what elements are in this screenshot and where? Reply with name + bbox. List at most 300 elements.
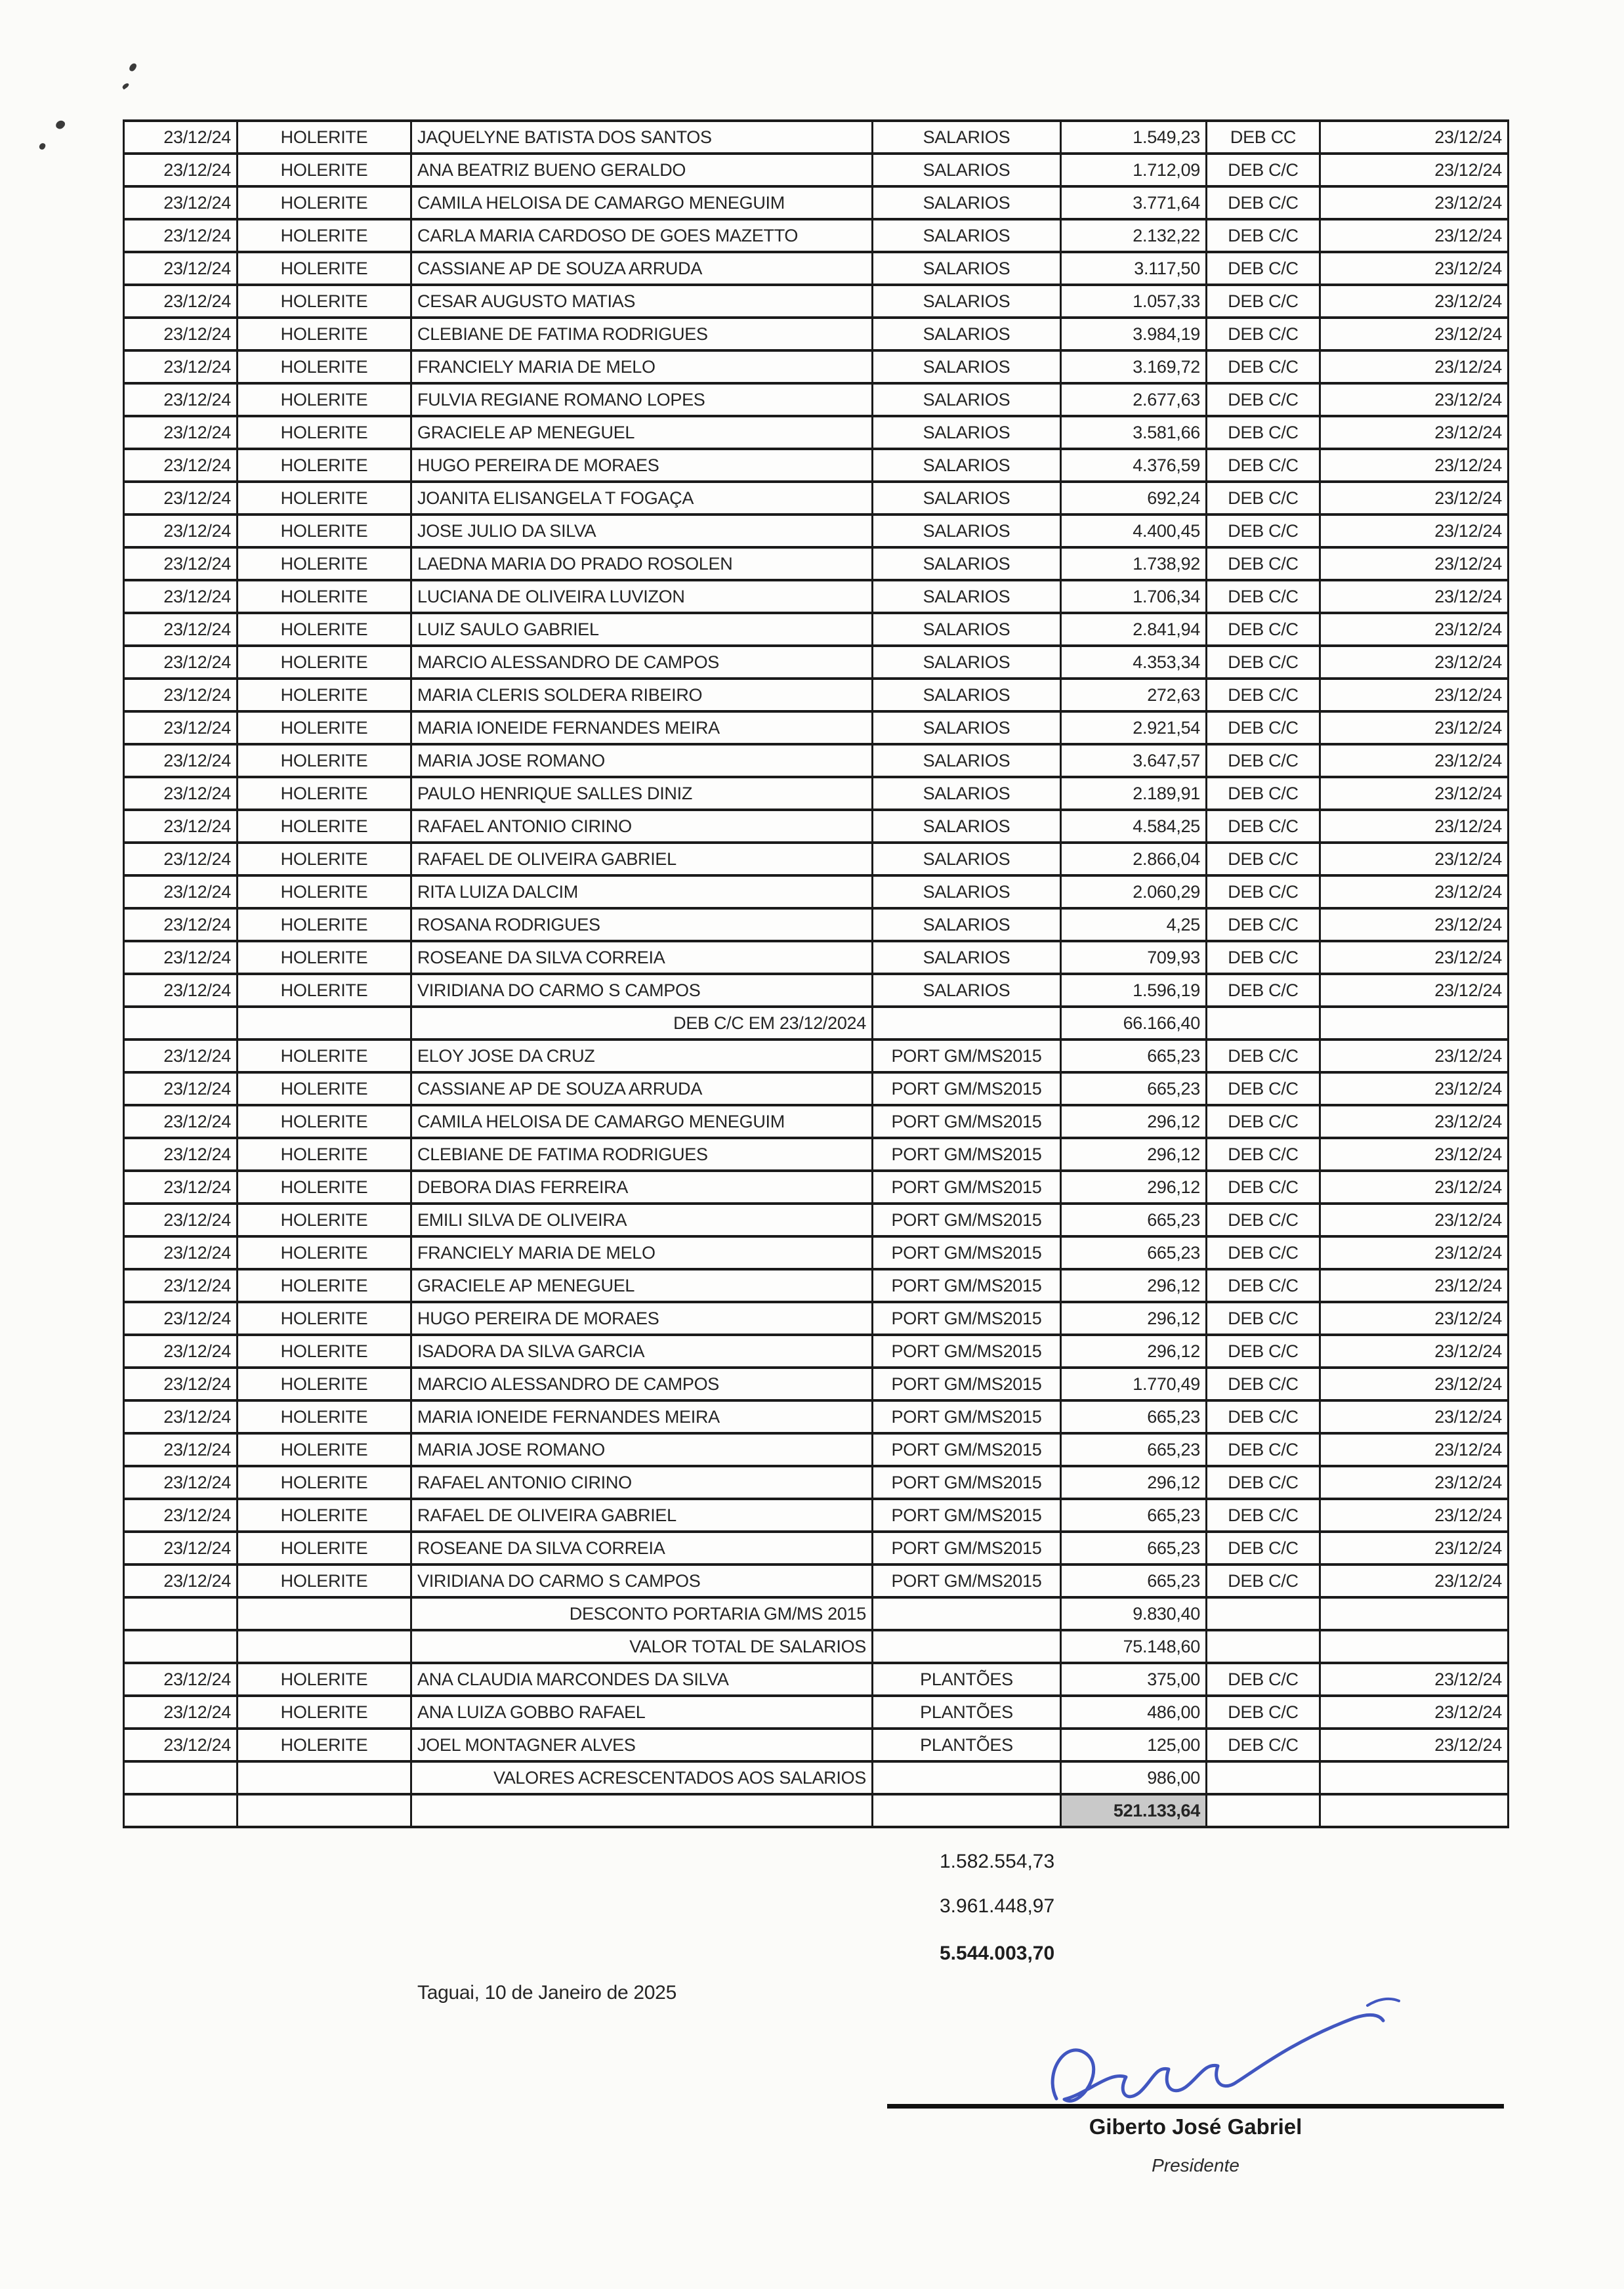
cell-value: 9.830,40 xyxy=(1061,1597,1207,1630)
cell-category xyxy=(873,1007,1061,1040)
cell-debit-date: 23/12/24 xyxy=(124,1269,238,1302)
place-date-line: Taguai, 10 de Janeiro de 2025 xyxy=(417,1982,677,2004)
cell-doc-type: HOLERITE xyxy=(238,646,411,679)
cell-value: 1.712,09 xyxy=(1061,154,1207,186)
cell-category: PLANTÕES xyxy=(873,1696,1061,1729)
cell-debit-date: 23/12/24 xyxy=(124,449,238,482)
cell-doc-type: HOLERITE xyxy=(238,1400,411,1433)
cell-value: 486,00 xyxy=(1061,1696,1207,1729)
cell-debit-kind: DEB C/C xyxy=(1207,777,1320,810)
cell-debit-kind: DEB C/C xyxy=(1207,154,1320,186)
cell-category: SALARIOS xyxy=(873,843,1061,875)
cell-subtotal-label: DESCONTO PORTARIA GM/MS 2015 xyxy=(411,1597,873,1630)
signature-accent-stroke xyxy=(1367,1999,1399,2006)
cell-debit-kind xyxy=(1207,1630,1320,1663)
cell-doc-type: HOLERITE xyxy=(238,121,411,154)
cell-category: SALARIOS xyxy=(873,514,1061,547)
cell-debit-kind: DEB C/C xyxy=(1207,875,1320,908)
cell-name: MARCIO ALESSANDRO DE CAMPOS xyxy=(411,646,873,679)
total-row xyxy=(124,1794,1509,1827)
cell-debit-date xyxy=(124,1630,238,1663)
cell-doc-type xyxy=(238,1007,411,1040)
ledger-row xyxy=(124,154,1509,186)
cell-subtotal-label: VALORES ACRESCENTADOS AOS SALARIOS xyxy=(411,1761,873,1794)
cell-value: 3.647,57 xyxy=(1061,744,1207,777)
cell-debit-date: 23/12/24 xyxy=(124,1663,238,1696)
cell-doc-type: HOLERITE xyxy=(238,1368,411,1400)
cell-value: 665,23 xyxy=(1061,1564,1207,1597)
cell-debit-date: 23/12/24 xyxy=(124,1072,238,1105)
cell-doc-type: HOLERITE xyxy=(238,1236,411,1269)
cell-value: 2.921,54 xyxy=(1061,711,1207,744)
cell-value: 3.771,64 xyxy=(1061,186,1207,219)
cell-debit-date: 23/12/24 xyxy=(124,1433,238,1466)
cell-name: RAFAEL ANTONIO CIRINO xyxy=(411,1466,873,1499)
cell-debit-kind: DEB C/C xyxy=(1207,1400,1320,1433)
cell-credit-date: 23/12/24 xyxy=(1320,810,1509,843)
ledger-row xyxy=(124,1663,1509,1696)
cell-debit-kind: DEB C/C xyxy=(1207,1663,1320,1696)
ledger-row xyxy=(124,1236,1509,1269)
ledger-row xyxy=(124,1072,1509,1105)
ledger-row xyxy=(124,1564,1509,1597)
ledger-row xyxy=(124,1040,1509,1072)
cell-category: SALARIOS xyxy=(873,777,1061,810)
cell-category: PORT GM/MS2015 xyxy=(873,1204,1061,1236)
cell-subtotal-label: VALOR TOTAL DE SALARIOS xyxy=(411,1630,873,1663)
cell-category: SALARIOS xyxy=(873,154,1061,186)
cell-debit-kind: DEB C/C xyxy=(1207,547,1320,580)
cell-name: ROSEANE DA SILVA CORREIA xyxy=(411,941,873,974)
cell-name: DEBORA DIAS FERREIRA xyxy=(411,1171,873,1204)
cell-value: 375,00 xyxy=(1061,1663,1207,1696)
cell-doc-type: HOLERITE xyxy=(238,1105,411,1138)
cell-debit-kind: DEB C/C xyxy=(1207,1532,1320,1564)
cell-category: PORT GM/MS2015 xyxy=(873,1335,1061,1368)
cell-credit-date: 23/12/24 xyxy=(1320,1105,1509,1138)
cell-debit-kind: DEB C/C xyxy=(1207,974,1320,1007)
cell-doc-type xyxy=(238,1630,411,1663)
cell-doc-type: HOLERITE xyxy=(238,1204,411,1236)
cell-debit-kind: DEB C/C xyxy=(1207,1433,1320,1466)
cell-name: RAFAEL ANTONIO CIRINO xyxy=(411,810,873,843)
cell-debit-kind: DEB C/C xyxy=(1207,1499,1320,1532)
cell-credit-date: 23/12/24 xyxy=(1320,1499,1509,1532)
scan-speck xyxy=(54,119,66,131)
ledger-row xyxy=(124,1696,1509,1729)
cell-name: MARIA JOSE ROMANO xyxy=(411,744,873,777)
ledger-row xyxy=(124,1138,1509,1171)
cell-category: PORT GM/MS2015 xyxy=(873,1171,1061,1204)
cell-name: ISADORA DA SILVA GARCIA xyxy=(411,1335,873,1368)
cell-name: MARIA JOSE ROMANO xyxy=(411,1433,873,1466)
cell-debit-kind: DEB C/C xyxy=(1207,318,1320,350)
cell-doc-type: HOLERITE xyxy=(238,547,411,580)
ledger-row xyxy=(124,121,1509,154)
cell-name: LAEDNA MARIA DO PRADO ROSOLEN xyxy=(411,547,873,580)
ledger-row xyxy=(124,482,1509,514)
cell-debit-kind: DEB C/C xyxy=(1207,186,1320,219)
ledger-row xyxy=(124,941,1509,974)
subtotal-row xyxy=(124,1597,1509,1630)
cell-debit-date: 23/12/24 xyxy=(124,974,238,1007)
cell-credit-date: 23/12/24 xyxy=(1320,121,1509,154)
cell-name: PAULO HENRIQUE SALLES DINIZ xyxy=(411,777,873,810)
ledger-row xyxy=(124,777,1509,810)
cell-name: JOANITA ELISANGELA T FOGAÇA xyxy=(411,482,873,514)
cell-name: CESAR AUGUSTO MATIAS xyxy=(411,285,873,318)
cell-credit-date: 23/12/24 xyxy=(1320,1236,1509,1269)
ledger-row xyxy=(124,711,1509,744)
cell-debit-date: 23/12/24 xyxy=(124,777,238,810)
cell-category: SALARIOS xyxy=(873,580,1061,613)
cell-debit-date: 23/12/24 xyxy=(124,646,238,679)
cell-doc-type: HOLERITE xyxy=(238,1564,411,1597)
cell-doc-type: HOLERITE xyxy=(238,1072,411,1105)
cell-name: LUCIANA DE OLIVEIRA LUVIZON xyxy=(411,580,873,613)
cell-value: 692,24 xyxy=(1061,482,1207,514)
cell-name: GRACIELE AP MENEGUEL xyxy=(411,416,873,449)
cell-debit-date: 23/12/24 xyxy=(124,318,238,350)
cell-debit-date: 23/12/24 xyxy=(124,1696,238,1729)
ledger-row xyxy=(124,285,1509,318)
cell-debit-kind xyxy=(1207,1794,1320,1827)
cell-doc-type: HOLERITE xyxy=(238,416,411,449)
cell-debit-date: 23/12/24 xyxy=(124,1204,238,1236)
ledger-row xyxy=(124,1368,1509,1400)
cell-debit-kind: DEB C/C xyxy=(1207,219,1320,252)
cell-doc-type xyxy=(238,1761,411,1794)
cell-credit-date: 23/12/24 xyxy=(1320,1400,1509,1433)
signature-line xyxy=(887,2104,1504,2109)
cell-debit-date: 23/12/24 xyxy=(124,810,238,843)
cell-category: PORT GM/MS2015 xyxy=(873,1564,1061,1597)
cell-credit-date: 23/12/24 xyxy=(1320,1335,1509,1368)
cell-name: CLEBIANE DE FATIMA RODRIGUES xyxy=(411,1138,873,1171)
cell-doc-type: HOLERITE xyxy=(238,285,411,318)
cell-value: 1.706,34 xyxy=(1061,580,1207,613)
cell-debit-date: 23/12/24 xyxy=(124,416,238,449)
cell-value: 296,12 xyxy=(1061,1171,1207,1204)
cell-doc-type: HOLERITE xyxy=(238,449,411,482)
cell-value: 66.166,40 xyxy=(1061,1007,1207,1040)
ledger-row xyxy=(124,350,1509,383)
cell-debit-date: 23/12/24 xyxy=(124,1532,238,1564)
ledger-row xyxy=(124,908,1509,941)
cell-debit-date xyxy=(124,1794,238,1827)
cell-debit-kind: DEB C/C xyxy=(1207,416,1320,449)
cell-debit-kind: DEB C/C xyxy=(1207,1729,1320,1761)
cell-category: PORT GM/MS2015 xyxy=(873,1433,1061,1466)
subtotal-row xyxy=(124,1761,1509,1794)
cell-credit-date: 23/12/24 xyxy=(1320,1302,1509,1335)
cell-category xyxy=(873,1630,1061,1663)
cell-credit-date: 23/12/24 xyxy=(1320,1433,1509,1466)
cell-name: CARLA MARIA CARDOSO DE GOES MAZETTO xyxy=(411,219,873,252)
ledger-row xyxy=(124,219,1509,252)
cell-credit-date: 23/12/24 xyxy=(1320,1663,1509,1696)
cell-name: CAMILA HELOISA DE CAMARGO MENEGUIM xyxy=(411,1105,873,1138)
cell-debit-date: 23/12/24 xyxy=(124,1729,238,1761)
cell-name: ROSEANE DA SILVA CORREIA xyxy=(411,1532,873,1564)
cell-credit-date: 23/12/24 xyxy=(1320,843,1509,875)
cell-debit-kind xyxy=(1207,1597,1320,1630)
cell-debit-kind: DEB C/C xyxy=(1207,350,1320,383)
cell-debit-kind: DEB CC xyxy=(1207,121,1320,154)
cell-name: CAMILA HELOISA DE CAMARGO MENEGUIM xyxy=(411,186,873,219)
cell-credit-date: 23/12/24 xyxy=(1320,1368,1509,1400)
cell-debit-date: 23/12/24 xyxy=(124,482,238,514)
ledger-row xyxy=(124,843,1509,875)
cell-debit-date: 23/12/24 xyxy=(124,843,238,875)
cell-debit-date: 23/12/24 xyxy=(124,744,238,777)
ledger-row xyxy=(124,1105,1509,1138)
cell-name: FULVIA REGIANE ROMANO LOPES xyxy=(411,383,873,416)
cell-doc-type: HOLERITE xyxy=(238,941,411,974)
cell-credit-date: 23/12/24 xyxy=(1320,941,1509,974)
cell-value: 1.770,49 xyxy=(1061,1368,1207,1400)
cell-doc-type: HOLERITE xyxy=(238,186,411,219)
ledger-row xyxy=(124,1400,1509,1433)
cell-value: 2.677,63 xyxy=(1061,383,1207,416)
cell-category: PORT GM/MS2015 xyxy=(873,1138,1061,1171)
cell-credit-date: 23/12/24 xyxy=(1320,482,1509,514)
cell-value: 709,93 xyxy=(1061,941,1207,974)
cell-name: MARCIO ALESSANDRO DE CAMPOS xyxy=(411,1368,873,1400)
cell-doc-type: HOLERITE xyxy=(238,908,411,941)
cell-doc-type: HOLERITE xyxy=(238,252,411,285)
cell-debit-kind: DEB C/C xyxy=(1207,1696,1320,1729)
cell-debit-kind: DEB C/C xyxy=(1207,383,1320,416)
cell-category: SALARIOS xyxy=(873,121,1061,154)
ledger-row xyxy=(124,318,1509,350)
cell-category: SALARIOS xyxy=(873,383,1061,416)
cell-name: ANA BEATRIZ BUENO GERALDO xyxy=(411,154,873,186)
cell-doc-type: HOLERITE xyxy=(238,711,411,744)
cell-credit-date: 23/12/24 xyxy=(1320,1204,1509,1236)
cell-doc-type: HOLERITE xyxy=(238,1433,411,1466)
cell-debit-kind: DEB C/C xyxy=(1207,1236,1320,1269)
cell-credit-date: 23/12/24 xyxy=(1320,350,1509,383)
cell-doc-type: HOLERITE xyxy=(238,1466,411,1499)
ledger-row xyxy=(124,580,1509,613)
cell-name: LUIZ SAULO GABRIEL xyxy=(411,613,873,646)
cell-debit-date: 23/12/24 xyxy=(124,580,238,613)
cell-debit-date: 23/12/24 xyxy=(124,547,238,580)
cell-debit-date: 23/12/24 xyxy=(124,1105,238,1138)
cell-value: 665,23 xyxy=(1061,1532,1207,1564)
cell-category: PORT GM/MS2015 xyxy=(873,1302,1061,1335)
cell-debit-date: 23/12/24 xyxy=(124,1400,238,1433)
cell-credit-date: 23/12/24 xyxy=(1320,875,1509,908)
cell-value: 296,12 xyxy=(1061,1302,1207,1335)
cell-category: SALARIOS xyxy=(873,908,1061,941)
cell-category: PORT GM/MS2015 xyxy=(873,1532,1061,1564)
cell-credit-date xyxy=(1320,1597,1509,1630)
cell-name: ROSANA RODRIGUES xyxy=(411,908,873,941)
cell-category: SALARIOS xyxy=(873,711,1061,744)
cell-doc-type: HOLERITE xyxy=(238,1532,411,1564)
cell-category: SALARIOS xyxy=(873,252,1061,285)
cell-category: PORT GM/MS2015 xyxy=(873,1269,1061,1302)
cell-value: 2.189,91 xyxy=(1061,777,1207,810)
cell-debit-date xyxy=(124,1597,238,1630)
cell-doc-type: HOLERITE xyxy=(238,974,411,1007)
subtotal-row xyxy=(124,1630,1509,1663)
cell-debit-kind xyxy=(1207,1761,1320,1794)
cell-value: 3.984,19 xyxy=(1061,318,1207,350)
ledger-row xyxy=(124,514,1509,547)
cell-value: 296,12 xyxy=(1061,1138,1207,1171)
cell-credit-date: 23/12/24 xyxy=(1320,1466,1509,1499)
cell-credit-date: 23/12/24 xyxy=(1320,252,1509,285)
cell-category: SALARIOS xyxy=(873,449,1061,482)
cell-value: 2.866,04 xyxy=(1061,843,1207,875)
cell-category: SALARIOS xyxy=(873,974,1061,1007)
cell-value: 296,12 xyxy=(1061,1269,1207,1302)
cell-category: SALARIOS xyxy=(873,416,1061,449)
cell-debit-kind: DEB C/C xyxy=(1207,908,1320,941)
cell-value: 665,23 xyxy=(1061,1400,1207,1433)
cell-name: MARIA IONEIDE FERNANDES MEIRA xyxy=(411,711,873,744)
cell-credit-date: 23/12/24 xyxy=(1320,514,1509,547)
ledger-table-body xyxy=(124,121,1509,1827)
cell-value: 3.117,50 xyxy=(1061,252,1207,285)
cell-category: SALARIOS xyxy=(873,679,1061,711)
cell-doc-type xyxy=(238,1597,411,1630)
cell-name: EMILI SILVA DE OLIVEIRA xyxy=(411,1204,873,1236)
subtotal-row xyxy=(124,1007,1509,1040)
cell-credit-date: 23/12/24 xyxy=(1320,679,1509,711)
cell-debit-kind: DEB C/C xyxy=(1207,580,1320,613)
cell-credit-date: 23/12/24 xyxy=(1320,1171,1509,1204)
cell-subtotal-label xyxy=(411,1794,873,1827)
cell-doc-type: HOLERITE xyxy=(238,1663,411,1696)
scan-speck xyxy=(121,82,129,89)
cell-name: CASSIANE AP DE SOUZA ARRUDA xyxy=(411,1072,873,1105)
cell-value: 125,00 xyxy=(1061,1729,1207,1761)
signatory-name: Giberto José Gabriel xyxy=(1089,2114,1302,2139)
cell-name: FRANCIELY MARIA DE MELO xyxy=(411,1236,873,1269)
cell-debit-kind: DEB C/C xyxy=(1207,1335,1320,1368)
cell-category: SALARIOS xyxy=(873,744,1061,777)
ledger-row xyxy=(124,744,1509,777)
cell-credit-date: 23/12/24 xyxy=(1320,383,1509,416)
cell-credit-date: 23/12/24 xyxy=(1320,318,1509,350)
cell-debit-kind: DEB C/C xyxy=(1207,514,1320,547)
cell-debit-kind: DEB C/C xyxy=(1207,1072,1320,1105)
cell-name: JAQUELYNE BATISTA DOS SANTOS xyxy=(411,121,873,154)
cell-doc-type: HOLERITE xyxy=(238,154,411,186)
cell-category xyxy=(873,1794,1061,1827)
cell-category: PORT GM/MS2015 xyxy=(873,1236,1061,1269)
cell-name: JOSE JULIO DA SILVA xyxy=(411,514,873,547)
cell-debit-date: 23/12/24 xyxy=(124,350,238,383)
ledger-row xyxy=(124,875,1509,908)
cell-credit-date: 23/12/24 xyxy=(1320,1696,1509,1729)
ledger-row xyxy=(124,1532,1509,1564)
ledger-row xyxy=(124,383,1509,416)
cell-doc-type: HOLERITE xyxy=(238,875,411,908)
cell-doc-type: HOLERITE xyxy=(238,1302,411,1335)
cell-debit-kind: DEB C/C xyxy=(1207,843,1320,875)
cell-doc-type: HOLERITE xyxy=(238,1696,411,1729)
cell-value: 986,00 xyxy=(1061,1761,1207,1794)
cell-name: MARIA CLERIS SOLDERA RIBEIRO xyxy=(411,679,873,711)
cell-category: SALARIOS xyxy=(873,285,1061,318)
cell-name: ANA LUIZA GOBBO RAFAEL xyxy=(411,1696,873,1729)
cell-category: PORT GM/MS2015 xyxy=(873,1072,1061,1105)
cell-grand-total-value: 521.133,64 xyxy=(1061,1794,1207,1827)
cell-doc-type: HOLERITE xyxy=(238,1729,411,1761)
cell-value: 2.060,29 xyxy=(1061,875,1207,908)
cell-category xyxy=(873,1597,1061,1630)
cell-name: ELOY JOSE DA CRUZ xyxy=(411,1040,873,1072)
signatory-title: Presidente xyxy=(1152,2155,1239,2175)
cell-debit-date: 23/12/24 xyxy=(124,1368,238,1400)
total-value: 5.544.003,70 xyxy=(940,1942,1055,1964)
cell-debit-date: 23/12/24 xyxy=(124,219,238,252)
cell-debit-kind: DEB C/C xyxy=(1207,941,1320,974)
cell-debit-kind: DEB C/C xyxy=(1207,1105,1320,1138)
cell-debit-kind: DEB C/C xyxy=(1207,1204,1320,1236)
cell-doc-type: HOLERITE xyxy=(238,1171,411,1204)
cell-category: SALARIOS xyxy=(873,350,1061,383)
cell-credit-date xyxy=(1320,1794,1509,1827)
cell-debit-kind: DEB C/C xyxy=(1207,744,1320,777)
cell-debit-kind: DEB C/C xyxy=(1207,285,1320,318)
cell-category: SALARIOS xyxy=(873,219,1061,252)
cell-value: 4,25 xyxy=(1061,908,1207,941)
cell-debit-kind xyxy=(1207,1007,1320,1040)
cell-name: MARIA IONEIDE FERNANDES MEIRA xyxy=(411,1400,873,1433)
ledger-row xyxy=(124,1499,1509,1532)
cell-category: SALARIOS xyxy=(873,547,1061,580)
cell-debit-kind: DEB C/C xyxy=(1207,1040,1320,1072)
cell-subtotal-label: DEB C/C EM 23/12/2024 xyxy=(411,1007,873,1040)
cell-debit-date: 23/12/24 xyxy=(124,613,238,646)
ledger-row xyxy=(124,449,1509,482)
cell-value: 3.169,72 xyxy=(1061,350,1207,383)
cell-debit-kind: DEB C/C xyxy=(1207,1171,1320,1204)
cell-doc-type: HOLERITE xyxy=(238,1269,411,1302)
cell-credit-date: 23/12/24 xyxy=(1320,219,1509,252)
signature-stroke xyxy=(1052,2015,1383,2101)
cell-debit-date: 23/12/24 xyxy=(124,285,238,318)
ledger-row xyxy=(124,1302,1509,1335)
cell-debit-kind: DEB C/C xyxy=(1207,449,1320,482)
cell-category: PORT GM/MS2015 xyxy=(873,1368,1061,1400)
cell-value: 4.353,34 xyxy=(1061,646,1207,679)
ledger-row xyxy=(124,1466,1509,1499)
cell-doc-type: HOLERITE xyxy=(238,219,411,252)
ledger-row xyxy=(124,646,1509,679)
cell-debit-date: 23/12/24 xyxy=(124,1499,238,1532)
signature-scribble xyxy=(1010,1994,1430,2118)
cell-value: 665,23 xyxy=(1061,1072,1207,1105)
cell-credit-date xyxy=(1320,1630,1509,1663)
cell-credit-date: 23/12/24 xyxy=(1320,1729,1509,1761)
cell-category: SALARIOS xyxy=(873,875,1061,908)
cell-value: 272,63 xyxy=(1061,679,1207,711)
cell-name: RAFAEL DE OLIVEIRA GABRIEL xyxy=(411,1499,873,1532)
cell-debit-date: 23/12/24 xyxy=(124,383,238,416)
cell-debit-date: 23/12/24 xyxy=(124,1040,238,1072)
cell-credit-date: 23/12/24 xyxy=(1320,646,1509,679)
cell-doc-type: HOLERITE xyxy=(238,580,411,613)
cell-debit-date: 23/12/24 xyxy=(124,514,238,547)
cell-credit-date: 23/12/24 xyxy=(1320,1532,1509,1564)
